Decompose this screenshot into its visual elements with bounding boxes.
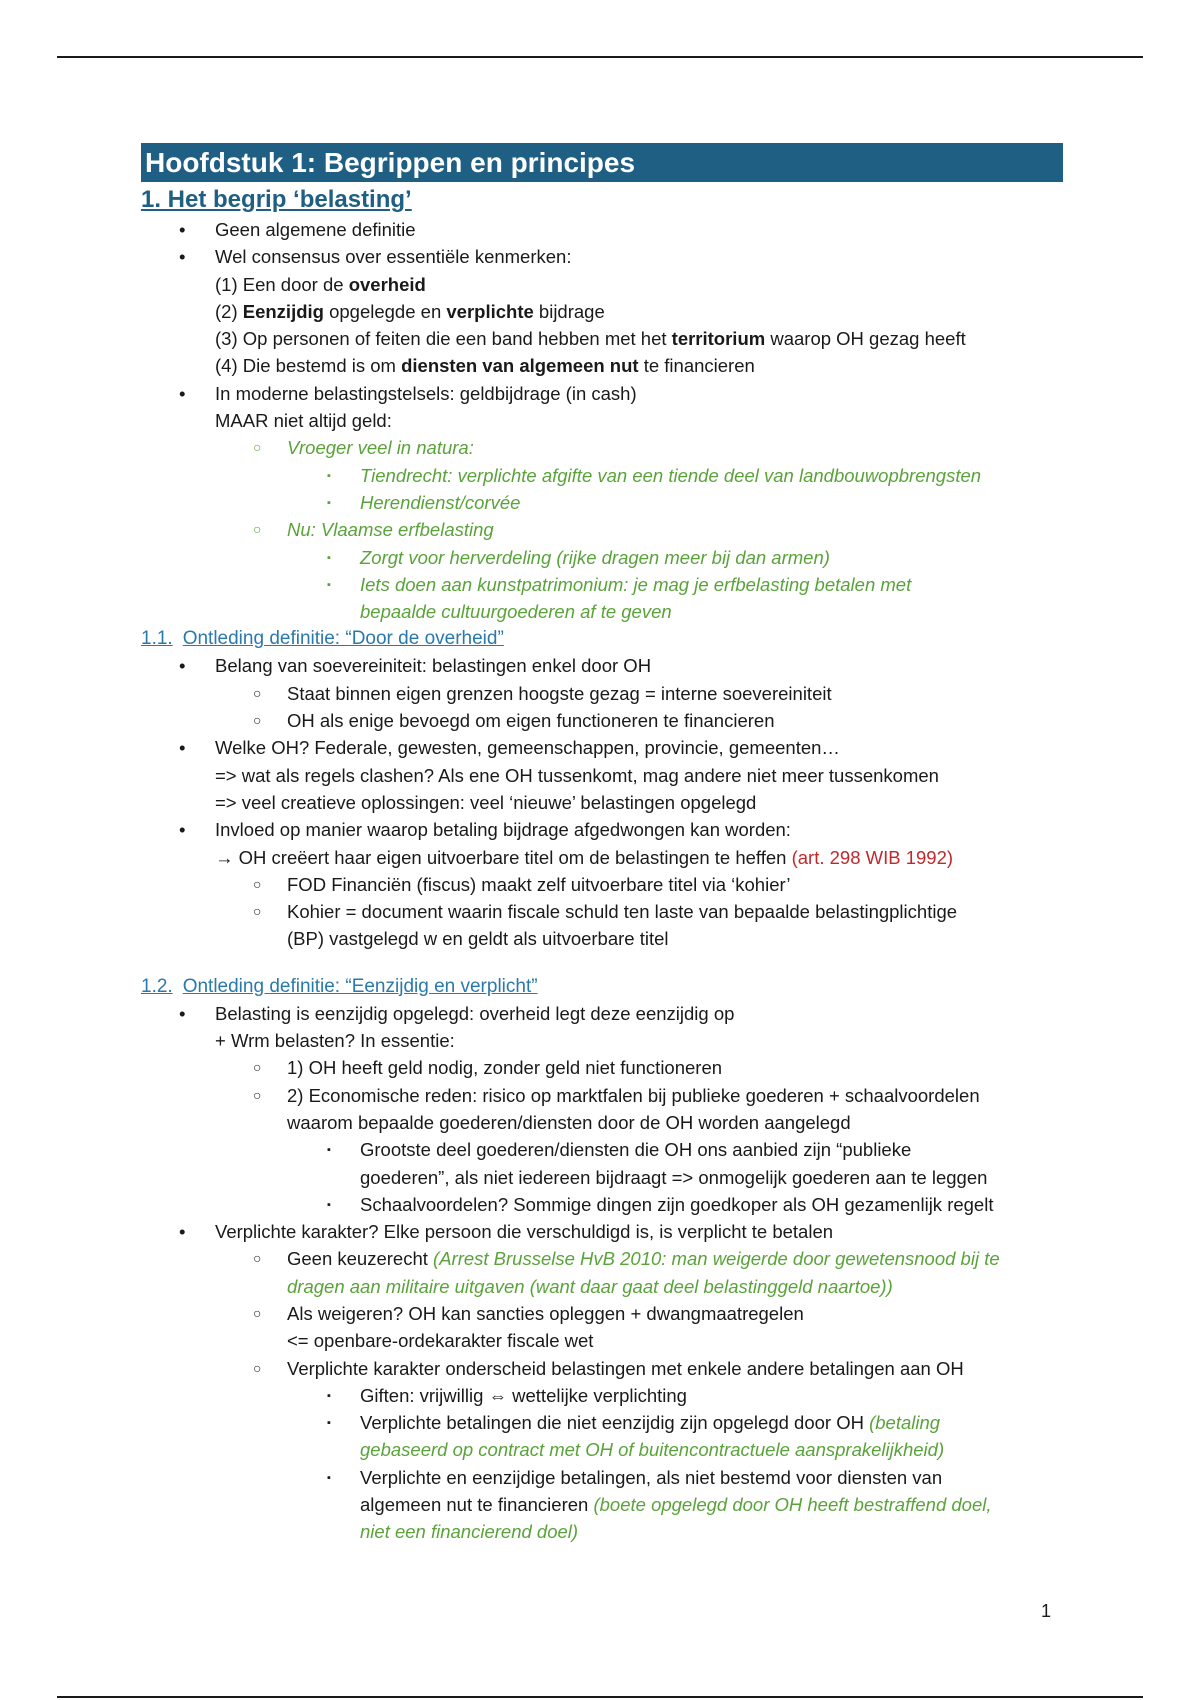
document-body: [141, 143, 1061, 1546]
square-bullet-icon: ▪: [327, 1471, 331, 1484]
footer-rule: [57, 1696, 1143, 1698]
list-item: ▪ Iets doen aan kunstpatrimonium: je mag je erfbelasting betalen met: [141, 571, 1061, 598]
bullet-icon: •: [179, 1002, 186, 1024]
bullet-icon: •: [179, 1221, 186, 1243]
circle-bullet-icon: ○: [253, 875, 262, 892]
list-item: (4) Die bestemd is om diensten van algemeen nut te financieren: [215, 355, 755, 377]
circle-bullet-icon: ○: [253, 439, 262, 456]
list-item: + Wrm belasten? In essentie:: [215, 1030, 455, 1052]
bullet-icon: •: [179, 737, 186, 759]
list-item: ○ Verplichte karakter onderscheid belastingen met enkele andere betalingen aan OH: [141, 1355, 1061, 1382]
list-item: ▪ Tiendrecht: verplichte afgifte van een tiende deel van landbouwopbrengsten: [141, 462, 1061, 489]
section-1-2-title: 1.2. Ontleding definitie: “Eenzijdig en verplicht”: [141, 975, 538, 997]
list-item: ○ Geen keuzerecht (Arrest Brusselse HvB 2010: man weigerde door gewetensnood bij te: [141, 1245, 1061, 1272]
list-item: niet een financierend doel): [360, 1521, 579, 1543]
bullet-icon: •: [179, 246, 186, 268]
bullet-icon: •: [179, 382, 186, 404]
list-item: ▪ Zorgt voor herverdeling (rijke dragen meer bij dan armen): [141, 544, 1061, 571]
bullet-icon: •: [179, 655, 186, 677]
square-bullet-icon: ▪: [327, 551, 331, 564]
list-item: ▪ Grootste deel goederen/diensten die OH ons aanbied zijn “publieke: [141, 1136, 1061, 1163]
list-item: (3) Op personen of feiten die een band hebben met het territorium waarop OH gezag heeft: [215, 328, 966, 350]
circle-bullet-icon: ○: [253, 1059, 262, 1076]
bullet-icon: •: [179, 219, 186, 240]
list-item: (BP) vastgelegd w en geldt als uitvoerbare titel: [287, 928, 669, 950]
list-item: (1) Een door de overheid: [215, 273, 426, 295]
square-bullet-icon: ▪: [327, 578, 331, 591]
square-bullet-icon: ▪: [327, 469, 331, 482]
list-item: ○ OH als enige bevoegd om eigen functioneren te financieren: [141, 707, 1061, 734]
list-item: ▪ Verplichte en eenzijdige betalingen, als niet bestemd voor diensten van: [141, 1464, 1061, 1491]
circle-bullet-icon: ○: [253, 1304, 262, 1321]
list-item: • Wel consensus over essentiële kenmerken:: [141, 243, 1061, 270]
list-item: • Invloed op manier waarop betaling bijdrage afgedwongen kan worden:: [141, 816, 1061, 843]
legal-reference: (art. 298 WIB 1992): [791, 846, 954, 868]
circle-bullet-icon: ○: [253, 521, 262, 538]
bullet-icon: •: [179, 819, 186, 841]
list-item: ○ FOD Financiën (fiscus) maakt zelf uitvoerbare titel via ‘kohier’: [141, 871, 1061, 898]
list-item: ○ Nu: Vlaamse erfbelasting: [141, 516, 1061, 543]
circle-bullet-icon: ○: [253, 712, 262, 729]
list-item: goederen”, als niet iedereen bijdraagt => onmogelijk goederen aan te leggen: [360, 1166, 988, 1188]
circle-bullet-icon: ○: [253, 1086, 262, 1103]
list-item: • Belasting is eenzijdig opgelegd: overheid legt deze eenzijdig op: [141, 1000, 1061, 1027]
section-1-title: 1. Het begrip ‘belasting’: [141, 186, 412, 213]
list-item: ○ Kohier = document waarin fiscale schuld ten laste van bepaalde belastingplichtige: [141, 898, 1061, 925]
circle-bullet-icon: ○: [253, 903, 262, 920]
list-item: MAAR niet altijd geld:: [215, 410, 392, 432]
list-item: • In moderne belastingstelsels: geldbijdrage (in cash): [141, 380, 1061, 407]
list-item: ○ Als weigeren? OH kan sancties opleggen + dwangmaatregelen: [141, 1300, 1061, 1327]
circle-bullet-icon: ○: [253, 1359, 262, 1376]
list-item: ○ Vroeger veel in natura:: [141, 434, 1061, 461]
square-bullet-icon: ▪: [327, 496, 331, 509]
list-item: <= openbare-ordekarakter fiscale wet: [287, 1330, 594, 1352]
square-bullet-icon: ▪: [327, 1144, 331, 1157]
chapter-title: Hoofdstuk 1: Begrippen en principes: [141, 143, 1063, 182]
list-item: algemeen nut te financieren (boete opgelegd door OH heeft bestraffend doel,: [360, 1494, 992, 1516]
list-item: => wat als regels clashen? Als ene OH tussenkomt, mag andere niet meer tussenkomen: [215, 764, 939, 786]
list-item: • Welke OH? Federale, gewesten, gemeenschappen, provincie, gemeenten…: [141, 734, 1061, 761]
list-item: bepaalde cultuurgoederen af te geven: [360, 601, 672, 623]
section-1-1-title: 1.1. Ontleding definitie: “Door de overheid”: [141, 628, 504, 650]
list-item: ○ Staat binnen eigen grenzen hoogste gezag = interne soevereiniteit: [141, 680, 1061, 707]
circle-bullet-icon: ○: [253, 684, 262, 701]
list-item: ▪ Verplichte betalingen die niet eenzijdig zijn opgelegd door OH (betaling: [141, 1409, 1061, 1436]
list-item: => veel creatieve oplossingen: veel ‘nieuwe’ belastingen opgelegd: [215, 791, 757, 813]
list-item: ▪ Giften: vrijwillig ⇔ wettelijke verplichting: [141, 1382, 1061, 1409]
circle-bullet-icon: ○: [253, 1250, 262, 1267]
list-item: dragen aan militaire uitgaven (want daar gaat deel belastinggeld naartoe)): [287, 1275, 893, 1297]
list-item: • Geen algemene definitie: [141, 216, 1061, 243]
header-rule: [57, 56, 1143, 58]
list-item: ▪ Schaalvoordelen? Sommige dingen zijn goedkoper als OH gezamenlijk regelt: [141, 1191, 1061, 1218]
list-item: → OH creëert haar eigen uitvoerbare titel om de belastingen te heffen (art. 298 WIB 1992): [215, 846, 954, 868]
list-item: • Verplichte karakter? Elke persoon die verschuldigd is, is verplicht te betalen: [141, 1218, 1061, 1245]
list-item: ▪ Herendienst/corvée: [141, 489, 1061, 516]
list-item: waarom bepaalde goederen/diensten door de OH worden aangelegd: [287, 1111, 851, 1133]
list-item: ○ 1) OH heeft geld nodig, zonder geld niet functioneren: [141, 1054, 1061, 1081]
square-bullet-icon: ▪: [327, 1417, 331, 1430]
list-item: ○ 2) Economische reden: risico op marktfalen bij publieke goederen + schaalvoordelen: [141, 1082, 1061, 1109]
list-item: (2) Eenzijdig opgelegde en verplichte bijdrage: [215, 300, 605, 322]
list-item: • Belang van soevereiniteit: belastingen enkel door OH: [141, 652, 1061, 679]
square-bullet-icon: ▪: [327, 1389, 331, 1402]
list-item: gebaseerd op contract met OH of buitencontractuele aansprakelijkheid): [360, 1439, 945, 1461]
page-number: 1: [1041, 1601, 1052, 1621]
square-bullet-icon: ▪: [327, 1198, 331, 1211]
